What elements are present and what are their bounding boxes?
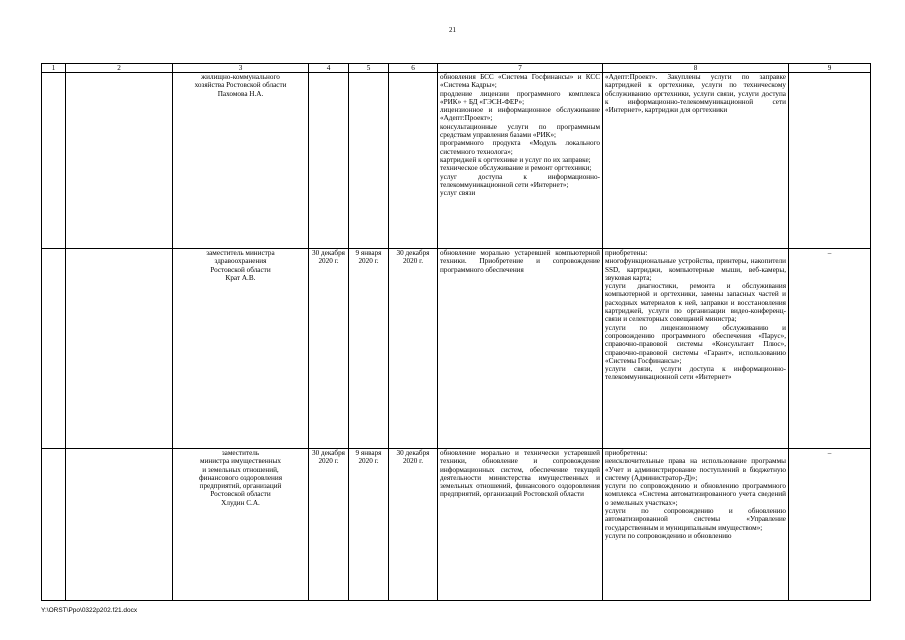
table-row (42, 249, 871, 449)
col-number: 1 (42, 64, 66, 73)
date-to-cell (349, 73, 389, 249)
col-number: 6 (389, 64, 438, 73)
note-cell: – (789, 249, 871, 449)
official-line: Пахомова Н.А. (217, 89, 264, 98)
official-line: и земельных отношений, (202, 465, 279, 474)
official-line: финансового оздоровления (198, 473, 283, 482)
col-number: 5 (349, 64, 389, 73)
official-line: жилищно-коммунального (201, 73, 280, 81)
purpose-cell: обновление морально устаревшей компьютерной техники. Приобретение и сопровождение программного обеспечения (438, 249, 603, 449)
official-line: здравоохранения (214, 257, 267, 266)
official-cell (173, 73, 309, 249)
official-line: хозяйства Ростовской области (194, 81, 287, 90)
purpose-cell: обновления БСС «Система Госфинансы» и КСС «Система Кадры»; продление лицензии программного комплекса «РИК» + БД «ГЭСН-ФЕР»; лицензионное и информационное обслуживание «Адепт:Проект»; консультационные услуги по программным средствам управления базами «РИК»; программного продукта «Модуль локального системного технолога»; картриджей к оргтехнике и услуг по их заправке; техническое обслуживание и ремонт оргтехники; услуг доступа к информационно-телекоммуникационной сети «Интернет»; услуг связи (438, 73, 603, 249)
date-end-cell: 30 декабря 2020 г. (389, 449, 438, 601)
note-cell (789, 73, 871, 249)
document-table (41, 63, 871, 601)
table-row (42, 449, 871, 601)
official-line: Ростовской области (210, 490, 271, 499)
official-cell (173, 449, 309, 601)
col-number: 2 (66, 64, 173, 73)
col-number: 3 (173, 64, 309, 73)
official-line: заместитель (221, 449, 260, 457)
official-line: Ростовской области (210, 265, 271, 274)
official-line: Хлудин С.А. (221, 498, 260, 507)
col-number: 4 (309, 64, 349, 73)
note-cell: – (789, 449, 871, 601)
date-to-cell: 9 января 2020 г. (349, 449, 389, 601)
table-row (42, 73, 871, 249)
date-end-cell (389, 73, 438, 249)
col-number: 8 (603, 64, 789, 73)
date-end-cell: 30 декабря 2020 г. (389, 249, 438, 449)
date-to-cell: 9 января 2020 г. (349, 249, 389, 449)
date-from-cell: 30 декабря 2020 г. (309, 249, 349, 449)
date-from-cell (309, 73, 349, 249)
result-cell: приобретены: неисключительные права на использование программы «Учет и администрирование поступлений в бюджетную систему (Администратор-Д)»; услуги по сопровождению и обновлению программного комплекса «Система автоматизированного учета сведений о земельных участках»; услуги по сопровождению и обновлению автоматизированной системы «Управление государственным и муниципальным имуществом»; услуги по сопровождению и обновлению (603, 449, 789, 601)
result-cell: «Адепт:Проект». Закуплены услуги по заправке картриджей к оргтехнике, услуги по техническому обслуживанию оргтехники, услуги связи, услуги доступа к информационно-телекоммуникационной сети «Интернет», картриджи для оргтехники (603, 73, 789, 249)
col-number: 7 (438, 64, 603, 73)
date-from-cell: 30 декабря 2020 г. (309, 449, 349, 601)
official-line: заместитель министра (206, 249, 275, 257)
official-line: министра имущественных (200, 457, 281, 466)
footer-file-path: Y:\ORST\Ppo\0322p202.f21.docx (41, 607, 138, 614)
official-cell (173, 249, 309, 449)
official-line: предприятий, организаций (199, 482, 282, 491)
result-cell: приобретены: многофункциональные устройства, принтеры, накопители SSD, картриджи, компьютерные мыши, веб-камеры, звуковая карта; услуги диагностики, ремонта и обслуживания компьютерной и оргтехники, замены запасных частей и расходных материалов к ней, заправки и восстановления картриджей, услуги по организации видео-конференц-связи и селекторных совещаний министра; услуги по лицензионному обслуживанию и сопровождению программного обеспечения «Парус», справочно-правовой системы «Консультант Плюс», справочно-правовой системы «Гарант», использованию «Системы Госфинансы»; услуги связи, услуги доступа к информационно-телекоммуникационной сети «Интернет» (603, 249, 789, 449)
header-number-row (42, 64, 871, 73)
official-line: Крат А.В. (225, 273, 256, 282)
page-number: 21 (449, 26, 456, 34)
col-number: 9 (789, 64, 871, 73)
purpose-cell: обновление морально и технически устаревшей техники, обновление и сопровождение информационных систем, обеспечение текущей деятельности министерства имущественных и земельных отношений, финансового оздоровления предприятий, организаций Ростовской области (438, 449, 603, 601)
